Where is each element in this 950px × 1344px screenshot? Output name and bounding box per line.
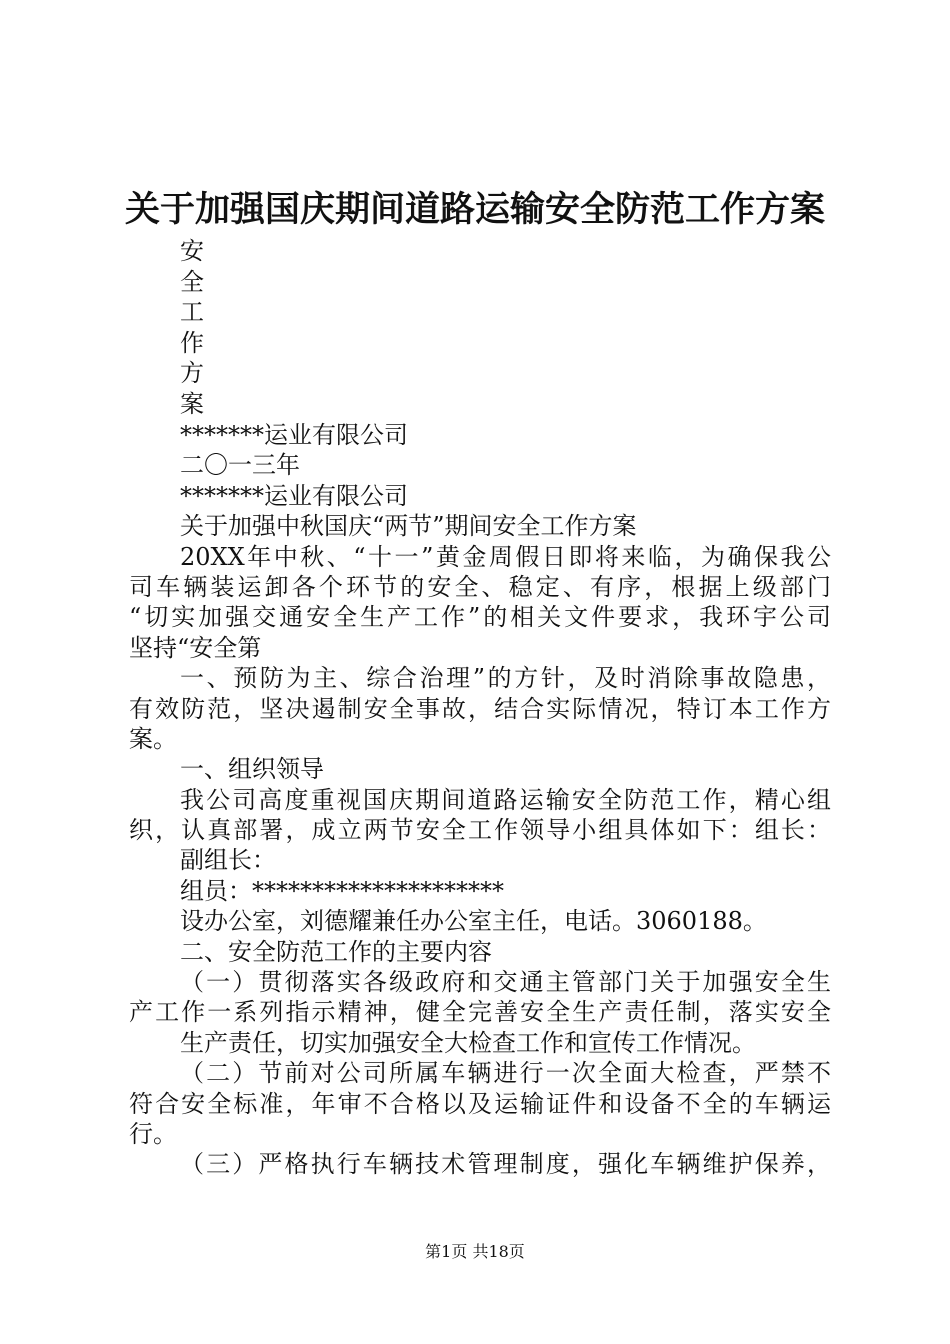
- text-line: 符合安全标准，年审不合格以及运输证件和设备不全的车辆运: [129, 1089, 831, 1118]
- text-line: 案。: [129, 724, 177, 753]
- text-line: 有效防范，坚决遏制安全事故，结合实际情况，特订本工作方: [129, 694, 831, 723]
- text-line: 副组长：: [180, 846, 276, 875]
- text-line: 织，认真部署，成立两节安全工作领导小组具体如下：组长：: [129, 816, 831, 845]
- document-body: [129, 420, 831, 1180]
- text-line: 组员：*********************: [180, 876, 504, 905]
- text-line: *******运业有限公司: [180, 481, 408, 510]
- text-line: （三）严格执行车辆技术管理制度，强化车辆维护保养，: [180, 1150, 831, 1179]
- text-line: （二）节前对公司所属车辆进行一次全面大检查，严禁不: [180, 1059, 831, 1088]
- text-line: 一、预防为主、综合治理”的方针，及时消除事故隐患，: [180, 664, 831, 693]
- text-line: 设办公室，刘德耀兼任办公室主任，电话。3060188。: [180, 907, 767, 936]
- text-line: 行。: [129, 1119, 177, 1148]
- text-line: 关于加强中秋国庆“两节”期间安全工作方案: [180, 512, 637, 541]
- vertical-char: 工: [180, 298, 204, 326]
- document-title: 关于加强国庆期间道路运输安全防范工作方案: [124, 189, 825, 230]
- vertical-char: 安: [180, 237, 204, 265]
- text-line: 司车辆装运卸各个环节的安全、稳定、有序，根据上级部门: [129, 572, 831, 601]
- text-line: 产工作一系列指示精神，健全完善安全生产责任制，落实安全: [129, 998, 831, 1027]
- vertical-char: 作: [180, 328, 204, 357]
- text-line: 二、安全防范工作的主要内容: [180, 937, 492, 966]
- text-line: 生产责任，切实加强安全大检查工作和宣传工作情况。: [180, 1028, 756, 1057]
- text-line: *******运业有限公司: [180, 421, 408, 449]
- text-line: （一）贯彻落实各级政府和交通主管部门关于加强安全生: [180, 968, 831, 997]
- vertical-heading: [180, 236, 220, 419]
- text-line: 坚持“安全第: [129, 633, 262, 662]
- text-line: “切实加强交通安全生产工作”的相关文件要求，我环宇公司: [129, 603, 831, 632]
- vertical-char: 方: [180, 359, 204, 387]
- text-line: 20XX年中秋、“十一”黄金周假日即将来临，为确保我公: [180, 542, 831, 571]
- text-line: 一、组织领导: [180, 755, 324, 784]
- text-line: 二〇一三年: [180, 451, 300, 480]
- vertical-char: 全: [180, 267, 204, 296]
- text-line: 我公司高度重视国庆期间道路运输安全防范工作，精心组: [180, 785, 831, 814]
- vertical-char: 案: [180, 389, 204, 418]
- page-footer: 第1页 共18页: [425, 1242, 525, 1261]
